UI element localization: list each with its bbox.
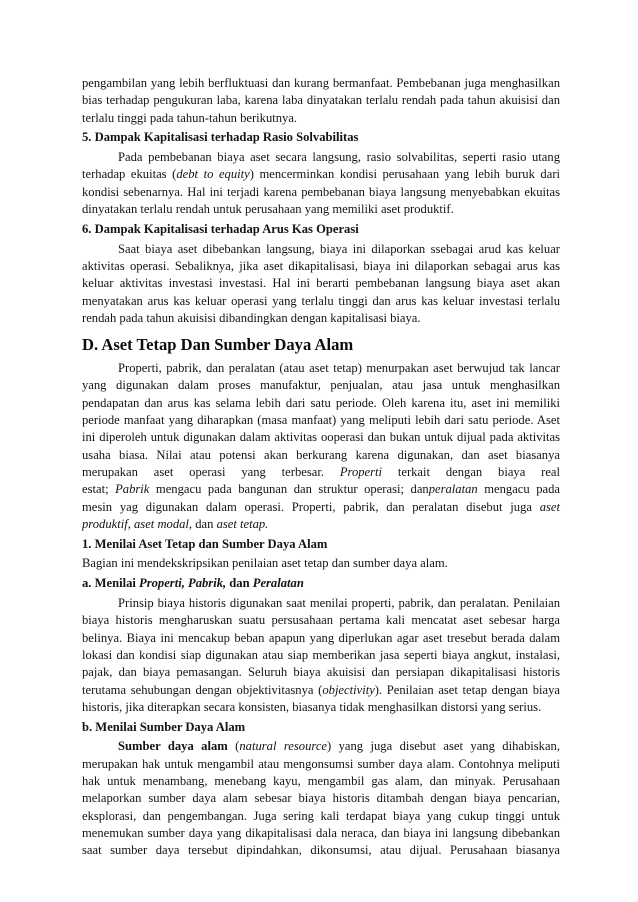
text-line bbox=[82, 555, 560, 572]
text-run: lokasi dan kondisi siap digunakan atau siap memberikan jasa seperti biaya angkut, instalasi, bbox=[82, 647, 560, 662]
text-line bbox=[82, 536, 560, 553]
text-line bbox=[82, 258, 560, 275]
italic-text: Properti bbox=[339, 464, 383, 479]
text-line bbox=[82, 221, 560, 238]
text-run: ). Penilaian aset tetap dengan biaya bbox=[374, 682, 560, 697]
text-run: kondisi sebenarnya. Hal ini terjadi karena pembebanan biaya langsung menyebabkan ekuitas bbox=[82, 184, 560, 199]
text-line bbox=[82, 664, 560, 681]
text-line bbox=[82, 166, 560, 183]
text-run: menyatakan arus kas keluar operasi yang terlalu tinggi dan arus kas keluar investasi terlalu bbox=[82, 293, 560, 308]
text-line bbox=[82, 481, 560, 498]
text-line bbox=[82, 575, 560, 592]
text-run: dan bbox=[226, 576, 253, 591]
italic-text: peralatan bbox=[428, 482, 478, 497]
text-run: terutama sehubungan dengan objektivitasnya ( bbox=[82, 682, 323, 697]
paragraph bbox=[82, 738, 560, 859]
text-run: mengacu pada bangunan dan struktur operasi; dan bbox=[149, 482, 429, 497]
paragraph bbox=[82, 241, 560, 327]
italic-text: aset bbox=[539, 499, 560, 514]
text-line bbox=[82, 447, 560, 464]
italic-text: natural resource bbox=[239, 739, 328, 754]
text-line bbox=[82, 377, 560, 394]
text-line bbox=[82, 719, 560, 736]
text-run: ( bbox=[227, 739, 240, 754]
text-line bbox=[82, 612, 560, 629]
text-body bbox=[82, 75, 560, 859]
text-run: mengacu pada bbox=[477, 482, 560, 497]
text-run: eksplorasi, dan pengembangan. Juga sering kali terdapat biaya yang cukup tinggi untuk bbox=[82, 808, 560, 823]
text-run: biaya historis mengharuskan suatu persusahaan pertama kali mencatat aset sebesar harga bbox=[82, 613, 560, 628]
text-line bbox=[82, 92, 560, 109]
text-line bbox=[82, 647, 560, 664]
text-line bbox=[82, 334, 560, 356]
text-run: terlalu tinggi pada tahun-tahun berikutnya. bbox=[82, 110, 298, 125]
paragraph bbox=[82, 595, 560, 716]
text-line bbox=[82, 464, 560, 481]
text-run: pendapatan dan arus kas selama lebih dari satu periode. Oleh karena itu, aset ini memiliki bbox=[82, 395, 560, 410]
paragraph bbox=[82, 75, 560, 127]
text-run: dan bbox=[192, 516, 217, 531]
italic-text: Pabrik bbox=[115, 482, 150, 497]
text-run: terhadap ekuitas ( bbox=[82, 167, 177, 182]
text-line bbox=[82, 310, 560, 327]
paragraph bbox=[82, 555, 560, 572]
text-line bbox=[82, 790, 560, 807]
text-run: menemukan sumber daya yang dikapitalisasi dala neraca, dan biaya ini langsung dibebankan bbox=[82, 825, 560, 840]
text-line bbox=[82, 756, 560, 773]
italic-text: debt to equity bbox=[176, 167, 250, 182]
text-run: dinyatakan terlalu rendah untuk perusahaan yang memiliki aset produktif. bbox=[82, 202, 454, 217]
text-run: terkait dengan biaya real bbox=[382, 464, 561, 479]
text-run: ) mencerminkan kondisi perusahaan yang lebih buruk dari bbox=[249, 167, 561, 182]
text-run: hak untuk menambang, menebang kayu, mengambil gas alam, dan minyak. Perusahaan bbox=[82, 773, 560, 788]
bold-text: Sumber daya alam bbox=[118, 739, 228, 754]
text-run: Saat biaya aset dibebankan langsung, biaya ini dilaporkan ssebagai arud kas keluar bbox=[118, 241, 560, 256]
subsection-heading bbox=[82, 536, 560, 553]
text-line bbox=[82, 825, 560, 842]
text-line bbox=[82, 201, 560, 218]
text-line bbox=[82, 412, 560, 429]
text-run: pajak, dan biaya pemasangan. Seluruh biaya akuisisi dan persiapan dikapitalisasi historis bbox=[82, 665, 560, 680]
text-run: rendah pada tahun akuisisi dibandingkan dengan kapitalisasi biaya. bbox=[82, 310, 421, 325]
text-run: ini diperoleh untuk digunakan dalam aktivitas ooperasi dan bukan untuk dijual pada aktivitas bbox=[82, 430, 560, 445]
text-line bbox=[82, 808, 560, 825]
italic-text: Properti, Pabrik, bbox=[139, 576, 227, 591]
text-line bbox=[82, 595, 560, 612]
text-run: keluar aktivitas investasi investasi. Hal ini berarti pembebanan langsung biaya aset akan bbox=[82, 276, 560, 291]
text-line bbox=[82, 429, 560, 446]
text-run: yang digunakan dalam proses manufaktur, penjualan, atau jasa untuk menghasilkan bbox=[82, 378, 560, 393]
text-run: Pada pembebanan biaya aset secara langsung, rasio solvabilitas, seperti rasio utang bbox=[118, 150, 560, 165]
text-line bbox=[82, 293, 560, 310]
text-line bbox=[82, 241, 560, 258]
text-run: merupakan aset operasi yang terbesar. bbox=[82, 464, 340, 479]
text-run: melaporkan sumber daya alam sebesar biaya historis ditambah dengan biaya pencarian, bbox=[82, 791, 560, 806]
text-run: D. Aset Tetap Dan Sumber Daya Alam bbox=[82, 335, 354, 355]
text-run: b. Menilai Sumber Daya Alam bbox=[82, 719, 246, 734]
text-run: a. Menilai bbox=[82, 576, 140, 591]
text-run: Bagian ini mendekskripsikan penilaian aset tetap dan sumber daya alam. bbox=[82, 556, 448, 571]
text-run: Properti, pabrik, dan peralatan (atau aset tetap) menurpakan aset berwujud tak lancar bbox=[118, 361, 560, 376]
italic-text: aset tetap. bbox=[216, 516, 269, 531]
section-title bbox=[82, 334, 560, 356]
text-run: periode manfaat yang diharapkan (masa manfaat) yang meliputi lebih dari satu periode. Aset bbox=[82, 413, 560, 428]
text-line bbox=[82, 682, 560, 699]
text-run: saat sumber daya tersebut dipindahkan, dikonsumsi, atau dijual. Perusahaan biasanya bbox=[82, 843, 560, 858]
text-line bbox=[82, 842, 560, 859]
text-line bbox=[82, 275, 560, 292]
text-line bbox=[82, 129, 560, 146]
italic-text: objectivity bbox=[322, 682, 375, 697]
text-run: 5. Dampak Kapitalisasi terhadap Rasio Solvabilitas bbox=[82, 130, 359, 145]
text-line bbox=[82, 395, 560, 412]
text-run: historis, jika diterapkan secara konsisten, biasanya tidak menghasilkan distorsi yang serius. bbox=[82, 699, 542, 714]
text-line bbox=[82, 516, 560, 533]
text-run: Prinsip biaya historis digunakan saat menilai properti, pabrik, dan peralatan. Penilaian bbox=[118, 596, 560, 611]
text-line bbox=[82, 184, 560, 201]
text-line bbox=[82, 699, 560, 716]
subsection-heading bbox=[82, 575, 560, 592]
subsection-heading bbox=[82, 129, 560, 146]
text-line bbox=[82, 110, 560, 127]
text-run: estat; bbox=[82, 482, 116, 497]
text-run: aktivitas operasi. Sebaliknya, jika aset dikapitalisasi, biaya ini dilaporkan sebagai arus kas bbox=[82, 258, 560, 273]
text-run: merupakan hak untuk mengambil atau mengonsumsi sumber daya alam. Contohnya meliputi bbox=[82, 756, 560, 771]
subsection-heading bbox=[82, 719, 560, 736]
text-run: pengambilan yang lebih berfluktuasi dan kurang bermanfaat. Pembebanan juga menghasilkan bbox=[82, 76, 560, 90]
text-line bbox=[82, 630, 560, 647]
text-line bbox=[82, 149, 560, 166]
text-line bbox=[82, 499, 560, 516]
text-run: belinya. Biaya ini mencakup beban apapun yang diperlukan agar aset tresebut berada dalam bbox=[82, 630, 560, 645]
text-run: 6. Dampak Kapitalisasi terhadap Arus Kas Operasi bbox=[82, 221, 359, 236]
text-line bbox=[82, 360, 560, 377]
italic-text: produktif, aset modal, bbox=[82, 516, 193, 531]
text-run: bias terhadap pengukuran laba, karena laba dinyatakan terlalu rendah pada tahun akuisisi dan bbox=[82, 93, 560, 108]
subsection-heading bbox=[82, 221, 560, 238]
text-run: 1. Menilai Aset Tetap dan Sumber Daya Alam bbox=[82, 536, 328, 551]
text-run: mesin yag digunakan dalam operasi. Properti, pabrik, dan peralatan disebut juga bbox=[82, 499, 540, 514]
text-line bbox=[82, 773, 560, 790]
text-line bbox=[82, 738, 560, 755]
text-line bbox=[82, 75, 560, 92]
italic-text: Peralatan bbox=[252, 576, 304, 591]
text-run: usaha biasa. Nilai atau potensi akan berkurang karena digunakan, dan aset biasanya bbox=[82, 447, 560, 462]
text-run: ) yang juga disebut aset yang dihabiskan, bbox=[327, 739, 560, 754]
paragraph bbox=[82, 360, 560, 533]
paragraph bbox=[82, 149, 560, 218]
